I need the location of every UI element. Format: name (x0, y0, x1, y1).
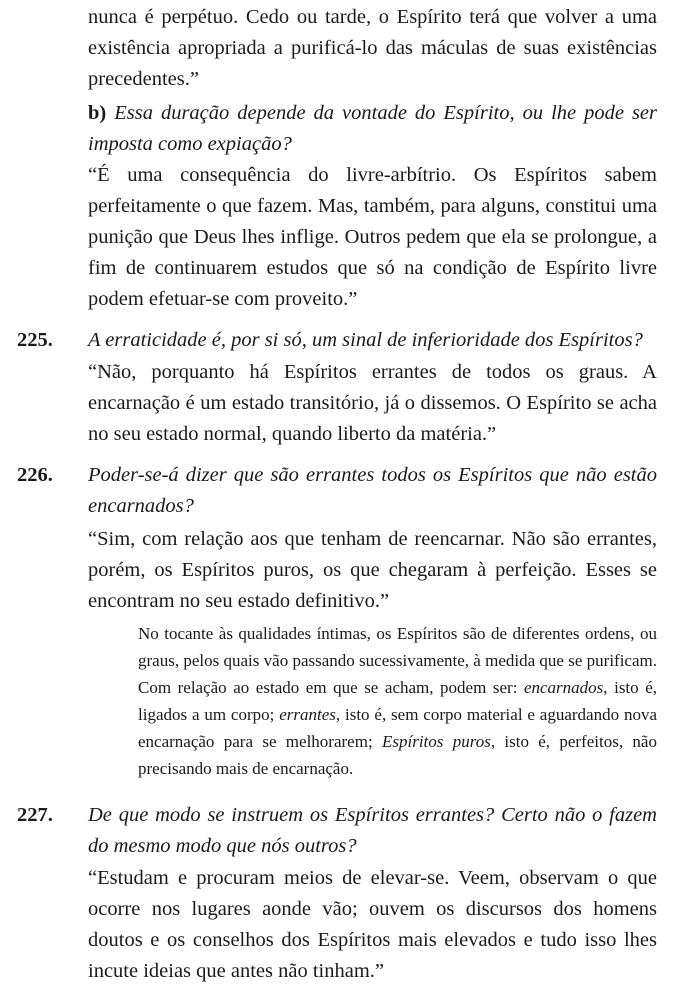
sub-question-b (88, 98, 657, 160)
question-226 (0, 460, 683, 522)
answer-225-block (88, 357, 657, 450)
sub-question-b-text (88, 98, 657, 160)
note-term-encarnados: encarnados (523, 678, 604, 697)
sub-question-b-question: Essa duração depende da vontade do Espírito, ou lhe pode ser imposta como expiação? (88, 102, 658, 155)
question-number: 225. (17, 329, 53, 351)
question-227 (0, 800, 683, 862)
question-text: Poder-se-á dizer que são errantes todos os Espíritos que não estão encarnados? (88, 464, 657, 517)
answer-227-block (88, 863, 657, 987)
note-term-espiritos-puros: Espíritos puros (381, 732, 491, 751)
question-number: 226. (17, 464, 53, 486)
note-text: , isto é, sem corpo material e aguardando nova encarnação para se melhorarem; (138, 705, 657, 751)
note-226-block (138, 620, 657, 782)
question-text: De que modo se instruem os Espíritos errantes? Certo não o fazem do mesmo modo que nós outros? (88, 804, 657, 857)
answer-text: “Não, porquanto há Espíritos errantes de todos os graus. A encarnação é um estado transitório, já o dissemos. O Espírito se acha no seu estado normal, quando liberto da matéria.” (88, 361, 657, 445)
note-text: No tocante às qualidades íntimas, os Espíritos são de diferentes ordens, ou graus, pelos quais vão passando sucessivamente, à medida que se purificam. Com relação ao estado em que se acham, podem ser: (138, 624, 657, 697)
question-number: 227. (17, 804, 53, 826)
note-text: , isto é, ligados a um corpo; (138, 678, 657, 724)
answer-text: “Sim, com relação aos que tenham de reencarnar. Não são errantes, porém, os Espíritos puros, os que chegaram à perfeição. Esses se encontram no seu estado definitivo.” (88, 528, 657, 612)
intro-paragraph-block (88, 2, 657, 95)
sub-question-label: b) (88, 102, 107, 124)
question-text: A erraticidade é, por si só, um sinal de inferioridade dos Espíritos? (88, 329, 643, 351)
answer-226-block (88, 524, 657, 617)
intro-paragraph: nunca é perpétuo. Cedo ou tarde, o Espírito terá que volver a uma existência apropriada a purificá-lo das máculas de suas existências precedentes.” (88, 6, 657, 90)
sub-answer-b: “É uma consequência do livre-arbítrio. Os Espíritos sabem perfeitamente o que fazem. Mas, também, para alguns, constitui uma punição que Deus lhes inflige. Outros pedem que ela se prolongue, a fim de continuarem estudos que só na condição de Espírito livre podem efetuar-se com proveito.” (88, 164, 657, 310)
sub-answer-b-block (88, 160, 657, 315)
note-term-errantes: errantes (279, 705, 336, 724)
note-paragraph (138, 620, 657, 782)
answer-text: “Estudam e procuram meios de elevar-se. Veem, observam o que ocorre nos lugares aonde vão; ouvem os discursos dos homens doutos e os conselhos dos Espíritos mais elevados e tudo isso lhes incute ideias que antes não tinham.” (88, 867, 657, 982)
question-225 (0, 325, 683, 356)
note-text: , isto é, perfeitos, não precisando mais de encarnação. (138, 732, 657, 778)
